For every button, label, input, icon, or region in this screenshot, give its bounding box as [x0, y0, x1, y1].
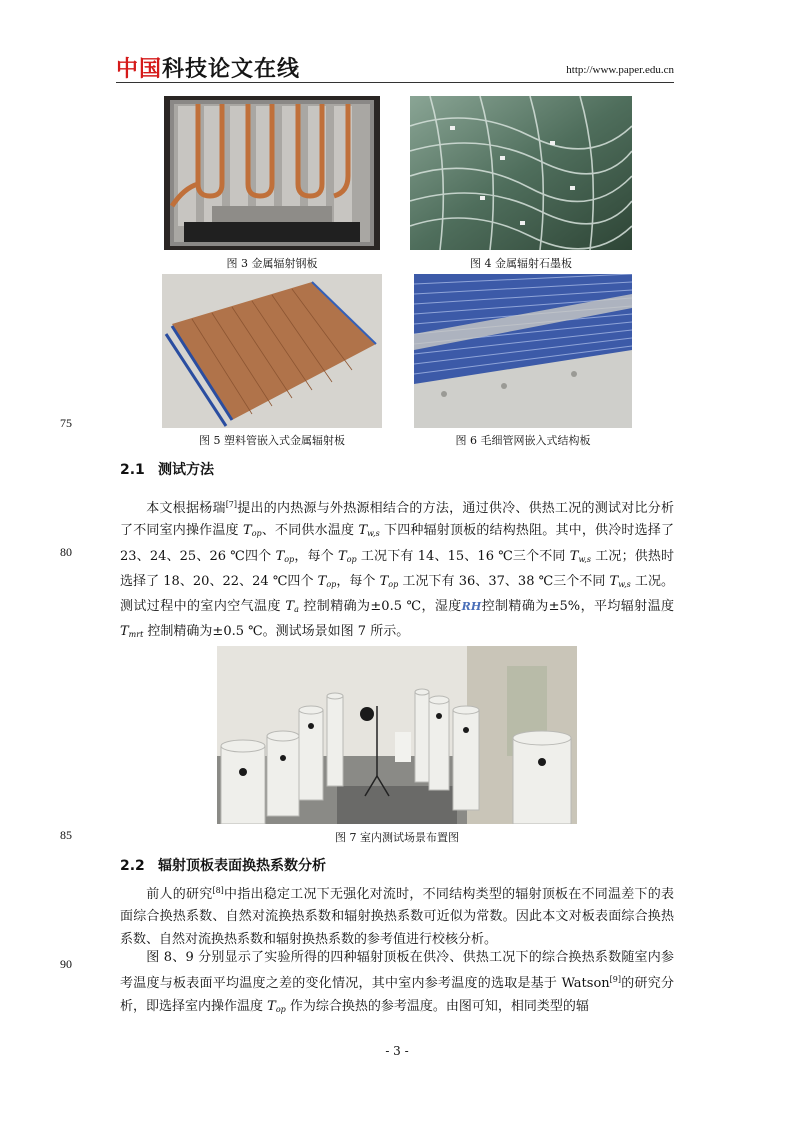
- logo-red-text: 中国: [116, 57, 163, 82]
- line-number: 90: [60, 957, 72, 971]
- line-number: 85: [60, 828, 72, 842]
- logo-black-text: 科技论文在线: [162, 57, 301, 82]
- section-number: 2.2: [120, 858, 145, 874]
- paragraph-test-method: 本文根据杨瑞[7]提出的内热源与外热源相结合的方法，通过供冷、供热工况的测试对比分析了不同室内操作温度 $T_{op}$、不同供水温度 $T_{w,s}$ 下四种辐射顶板的结构热阻。其中，供冷时选择了 23、24、25、26 ℃四个 $T_{op}$，每个 $T_{op}$ 工况下有 14、15、16 ℃三个不同 $T_{w,s}$ 工况；供热时选择了 18、20、22、24 ℃四个 $T_{op}$，每个 $T_{op}$ 工况下有 36、37、38 ℃三个不同 $T_{w,s}$ 工况。测试过程中的室内空气温度 $T_a$ 控制精确为±0.5 ℃，湿度RH控制精确为±5%，平均辐射温度 $T_{mrt}$ 控制精确为±0.5 ℃。测试场景如图 7 所示。: [120, 500, 675, 640]
- section-title: 测试方法: [158, 462, 214, 478]
- section-heading-2-1: [120, 459, 214, 479]
- line-number: 80: [60, 545, 72, 559]
- site-logo[interactable]: [116, 56, 300, 84]
- paragraph-figure-analysis: 图 8、9 分别显示了实验所得的四种辐射顶板在供冷、供热工况下的综合换热系数随室内参考温度与板表面平均温度之差的变化情况，其中室内参考温度的选取是基于 Watson[9]的研究分析，即选择室内操作温度 $T_{op}$ 作为综合换热的参考温度。由图可知，相同类型的辐: [120, 950, 674, 1014]
- figure-6-caption: 图 6 毛细管网嵌入式结构板: [455, 434, 591, 447]
- figure-5-image: [162, 274, 382, 428]
- page-number: - 3 -: [385, 1044, 409, 1058]
- citation-8[interactable]: [8]: [212, 886, 224, 895]
- figure-5-caption: 图 5 塑料管嵌入式金属辐射板: [199, 434, 345, 447]
- figure-4-caption: 图 4 金属辐射石墨板: [470, 257, 572, 270]
- figure-7-image: [217, 646, 577, 824]
- paragraph-prior-research: 前人的研究[8]中指出稳定工况下无强化对流时，不同结构类型的辐射顶板在不同温差下的表面综合换热系数、自然对流换热系数和辐射换热系数可近似为常数。因此本文对板表面综合换热系数、自然对流换热系数和辐射换热系数的参考值进行校核分析。: [120, 886, 674, 947]
- section-number: 2.1: [120, 462, 145, 478]
- figure-4-image: [410, 96, 632, 250]
- figure-6-image: [414, 274, 632, 428]
- header-rule: [116, 82, 674, 83]
- rh-symbol: RH: [461, 600, 482, 614]
- figure-3-caption: 图 3 金属辐射钢板: [226, 257, 318, 270]
- citation-7[interactable]: [7]: [225, 500, 238, 509]
- section-title: 辐射顶板表面换热系数分析: [158, 858, 326, 874]
- header-url[interactable]: http://www.paper.edu.cn: [566, 64, 674, 76]
- citation-9[interactable]: [9]: [609, 975, 621, 985]
- figure-7-caption: 图 7 室内测试场景布置图: [335, 831, 459, 844]
- section-heading-2-2: [120, 855, 326, 875]
- figure-3-image: [164, 96, 380, 250]
- line-number: 75: [60, 416, 72, 430]
